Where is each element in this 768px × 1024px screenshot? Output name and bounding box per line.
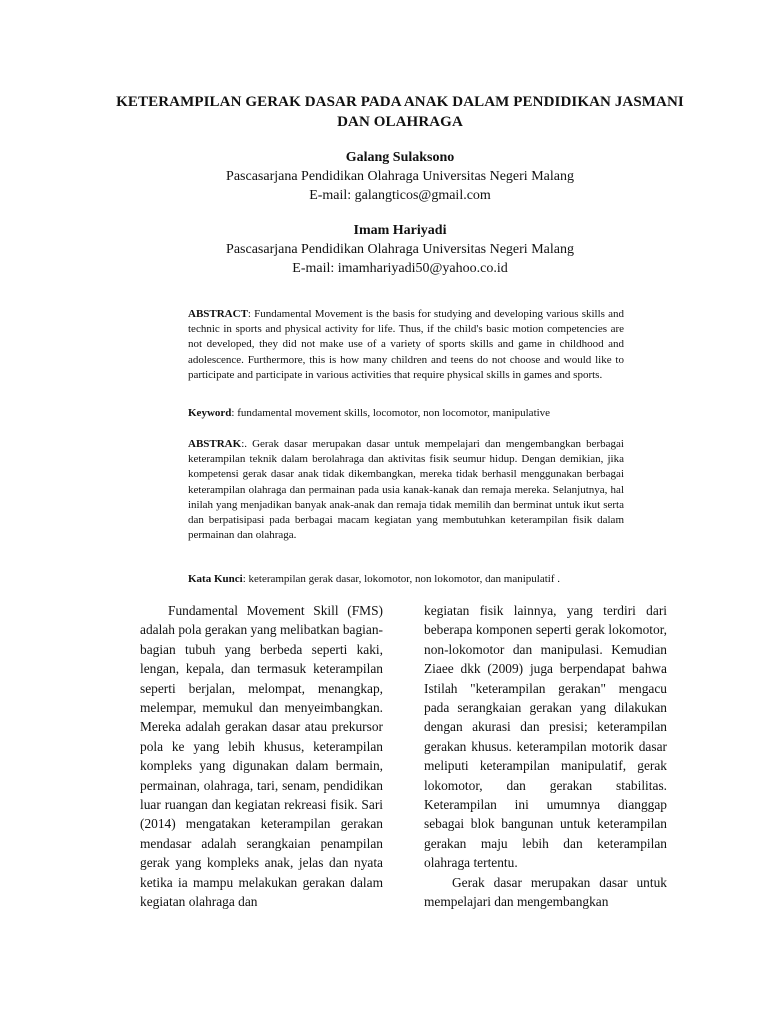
body-paragraph-continued: kegiatan fisik lainnya, yang terdiri dari beberapa komponen seperti gerak lokomotor, non-lokomotor dan manipulasi. Kemudian Ziaee dkk (2009) juga berpendapat bahwa Istilah "keterampilan gerakan" mengacu pada serangkaian gerakan yang dilakukan dengan akurasi dan presisi; keterampilan gerakan khusus. keterampilan motorik dasar meliputi keterampilan manipulatif, gerak lokomotor, dan gerakan stabilitas. Keterampilan ini umumnya dianggap sebagai blok bangunan untuk keterampilan gerakan maju lebih dan keterampilan olahraga tertentu. <box>424 603 667 871</box>
body-column-right <box>424 601 667 912</box>
keywords-indonesian <box>188 572 624 587</box>
author-block-2 <box>110 221 690 278</box>
author-email: E-mail: galangticos@gmail.com <box>309 188 491 203</box>
abstract-label: ABSTRACT <box>188 308 248 320</box>
author-name: Imam Hariyadi <box>353 223 447 238</box>
abstract-english <box>188 307 624 383</box>
author-name: Galang Sulaksono <box>345 150 455 165</box>
keyword-label: Keyword <box>188 407 232 419</box>
kata-kunci-text: : keterampilan gerak dasar, lokomotor, non lokomotor, dan manipulatif . <box>242 573 560 585</box>
body-paragraph: Fundamental Movement Skill (FMS) adalah pola gerakan yang melibatkan bagian-bagian tubuh yang berbeda seperti kaki, lengan, kepala, dan termasuk keterampilan seperti berjalan, melompat, menangkap, melempar, memukul dan menyeimbangkan. Mereka adalah gerakan dasar atau prekursor pola ke yang lebih khusus, keterampilan kompleks yang digunakan dalam bermain, permainan, olahraga, tari, senam, pendidikan luar ruangan dan kegiatan rekreasi fisik. Sari (2014) mengatakan keterampilan gerakan mendasar adalah serangkaian penampilan gerak yang kompleks anak, jelas dan nyata ketika ia mampu melakukan gerakan dalam kegiatan olahraga dan <box>140 603 383 910</box>
keywords-english <box>188 406 624 421</box>
author-block-1 <box>110 148 690 205</box>
author-email: E-mail: imamhariyadi50@yahoo.co.id <box>292 261 508 276</box>
abstract-indonesian <box>188 437 624 543</box>
author-affiliation: Pascasarjana Pendidikan Olahraga Universitas Negeri Malang <box>226 242 574 257</box>
body-paragraph: Gerak dasar merupakan dasar untuk mempelajari dan mengembangkan <box>424 874 667 910</box>
author-affiliation: Pascasarjana Pendidikan Olahraga Universitas Negeri Malang <box>226 169 574 184</box>
abstract-text: : Fundamental Movement is the basis for studying and developing various skills and technic in sports and physical activity for life. Thus, if the child's basic motion competencies are not developed, they did not make use of a variety of sports skills and game in childhood and adolescence. Furthermore, this is how many children and teens do not choose and would like to participate and participate in various activities that require physical skills in games and sports. <box>188 308 624 381</box>
paper-title: KETERAMPILAN GERAK DASAR PADA ANAK DALAM PENDIDIKAN JASMANI DAN OLAHRAGA <box>116 94 684 130</box>
abstrak-label: ABSTRAK <box>188 438 242 450</box>
abstrak-text: :. Gerak dasar merupakan dasar untuk mempelajari dan mengembangkan berbagai keterampilan teknik dalam berolahraga dan aktivitas fisik seumur hidup. Dengan demikian, jika kompetensi gerak dasar anak tidak dikembangkan, mereka tidak berhasil menggunakan berbagai keterampilan olahraga dan permainan pada usia kanak-kanak dan remaja mereka. Selanjutnya, hal inilah yang menjadikan banyak anak-anak dan remaja tidak memilih dan berminat untuk ikut serta dan berpatisipasi pada berbagai macam kegiatan yang membutuhkan keterampilan fisik dalam permainan dan olahraga. <box>188 438 624 542</box>
body-column-left <box>140 601 383 912</box>
kata-kunci-label: Kata Kunci <box>188 573 243 585</box>
keyword-text: : fundamental movement skills, locomotor, non locomotor, manipulative <box>231 407 551 419</box>
